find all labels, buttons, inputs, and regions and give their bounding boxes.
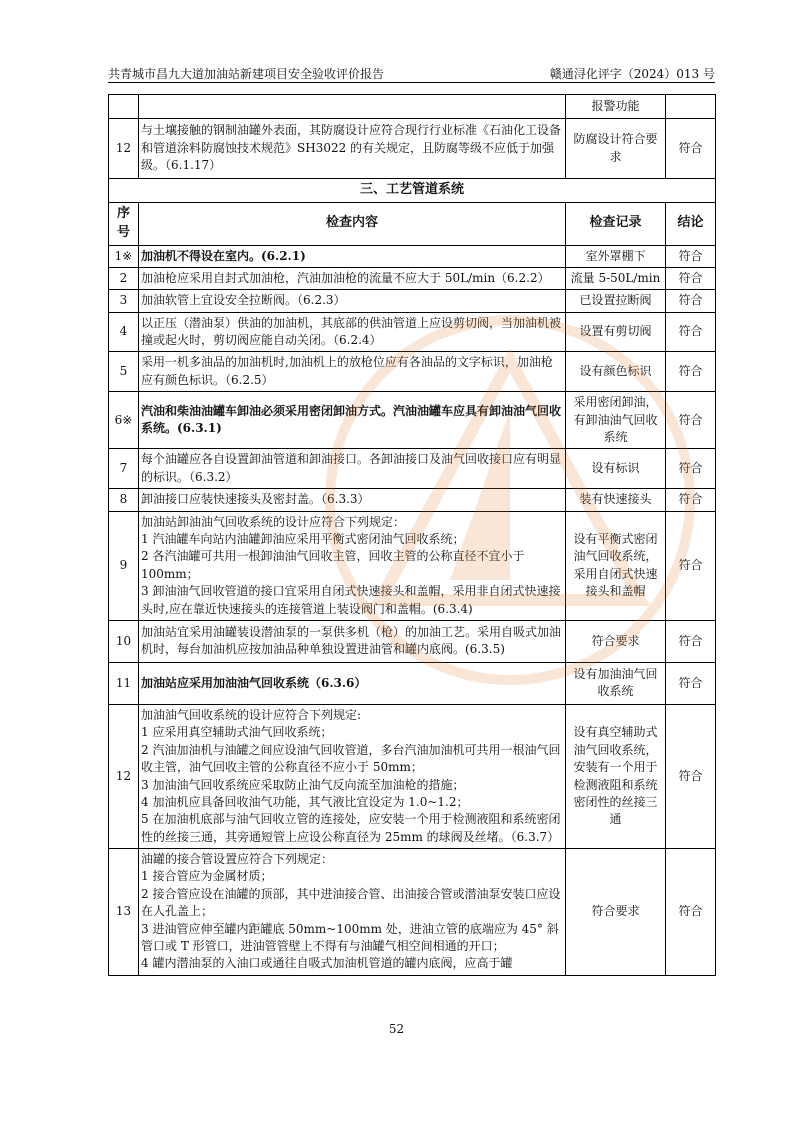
content-line: 3 加油油气回收系统应采取防止油气反向流至加油枪的措施；	[141, 777, 465, 792]
check-content	[139, 704, 566, 848]
row-number: 2	[109, 267, 139, 289]
record-cell: 室外罩棚下	[566, 245, 666, 267]
table-row	[109, 352, 716, 392]
result-cell: 符合	[666, 352, 716, 392]
content-line: 4 加油机应具备回收油气功能，其气液比宜设定为 1.0~1.2；	[141, 794, 469, 809]
check-content	[139, 511, 566, 620]
report-number: 赣通浔化评字（2024）013 号	[549, 67, 715, 81]
record-cell: 设置有剪切阀	[566, 312, 666, 352]
row-number: 12	[109, 704, 139, 848]
content-line: 油罐的接合管设置应符合下列规定：	[141, 852, 334, 867]
record-cell: 设有平衡式密闭油气回收系统，采用自闭式快速接头和盖帽	[566, 511, 666, 620]
result-cell: 符合	[666, 704, 716, 848]
result-cell: 符合	[666, 312, 716, 352]
result-cell: 符合	[666, 511, 716, 620]
section-title: 三、工艺管道系统	[109, 179, 716, 203]
check-content: 以正压（潜油泵）供油的加油机，其底部的供油管道上应设剪切阀，当加油机被撞或起火时，剪切阀应能自动关闭。（6.2.4）	[139, 312, 566, 352]
row-number: 6※	[109, 392, 139, 449]
result-cell: 符合	[666, 662, 716, 704]
row-number: 12	[109, 119, 139, 179]
row-number: 1※	[109, 245, 139, 267]
report-title: 共青城市昌九大道加油站新建项目安全验收评价报告	[108, 67, 385, 81]
check-content: 汽油和柴油油罐车卸油必须采用密闭卸油方式。汽油油罐车应具有卸油油气回收系统。(6.3.1)	[139, 392, 566, 449]
column-header-row	[109, 202, 716, 245]
col-record-header: 检查记录	[566, 202, 666, 245]
table-row	[109, 489, 716, 511]
page-header	[108, 60, 715, 83]
section-heading-row	[109, 179, 716, 203]
row-number: 3	[109, 290, 139, 312]
inspection-table	[108, 94, 716, 976]
record-cell: 设有颜色标识	[566, 352, 666, 392]
content-line: 2 接合管应设在油罐的顶部，其中进油接合管、出油接合管或潜油泵安装口应设在人孔盖上；	[141, 886, 561, 919]
row-number: 10	[109, 620, 139, 662]
table-row	[109, 95, 716, 119]
content-line: 3 卸油油气回收管道的接口宜采用自闭式快速接头和盖帽，采用非自闭式快速接头时,应在靠近快速接头的连接管道上装设阀门和盖帽。(6.3.4)	[141, 584, 561, 616]
row-number: 13	[109, 849, 139, 976]
check-content: 加油机不得设在室内。(6.2.1)	[139, 245, 566, 267]
table-row	[109, 620, 716, 662]
record-cell: 符合要求	[566, 849, 666, 976]
check-content: 与土壤接触的钢制油罐外表面，其防腐设计应符合现行行业标准《石油化工设备和管道涂料防腐蚀技术规范》SH3022 的有关规定，且防腐等级不应低于加强级。（6.1.17）	[139, 119, 566, 179]
table-row	[109, 267, 716, 289]
table-row	[109, 449, 716, 489]
record-cell: 设有加油油气回收系统	[566, 662, 666, 704]
result-cell: 符合	[666, 119, 716, 179]
result-cell: 符合	[666, 489, 716, 511]
content-line: 加油油气回收系统的设计应符合下列规定:	[141, 707, 362, 722]
check-content: 加油站应采用加油油气回收系统（6.3.6）	[139, 662, 566, 704]
simple-rows	[109, 245, 716, 511]
check-content: 采用一机多油品的加油机时,加油机上的放枪位应有各油品的文字标识，加油枪应有颜色标识。（6.2.5）	[139, 352, 566, 392]
check-content	[139, 849, 566, 976]
result-cell: 符合	[666, 849, 716, 976]
check-content: 加油枪应采用自封式加油枪，汽油加油枪的流量不应大于 50L/min（6.2.2）	[139, 267, 566, 289]
col-no-header: 序号	[109, 202, 139, 245]
table-row	[109, 704, 716, 848]
table-row	[109, 392, 716, 449]
check-content: 加油站宜采用油罐装设潜油泵的一泵供多机（枪）的加油工艺。采用自吸式加油机时，每台加油机应按加油品种单独设置进油管和罐内底阀。(6.3.5)	[139, 620, 566, 662]
table-row	[109, 662, 716, 704]
table-row	[109, 511, 716, 620]
check-content: 加油软管上宜设安全拉断阀。（6.2.3）	[139, 290, 566, 312]
col-content-header: 检查内容	[139, 202, 566, 245]
row-number: 7	[109, 449, 139, 489]
page-number: 52	[388, 1022, 405, 1036]
content-line: 1 汽油罐车向站内油罐卸油应采用平衡式密闭油气回收系统；	[141, 532, 465, 546]
check-content: 每个油罐应各自设置卸油管道和卸油接口。各卸油接口及油气回收接口应有明显的标识。（6.3.2）	[139, 449, 566, 489]
row-number: 11	[109, 662, 139, 704]
content-line: 2 汽油加油机与油罐之间应设油气回收管道，多台汽油加油机可共用一根油气回收主管，油气回收主管的公称直径不应小于 50mm；	[141, 742, 561, 775]
row-number: 5	[109, 352, 139, 392]
record-cell: 采用密闭卸油，有卸油油气回收系统	[566, 392, 666, 449]
table-row	[109, 119, 716, 179]
row-number: 8	[109, 489, 139, 511]
col-result-header: 结论	[666, 202, 716, 245]
record-cell: 报警功能	[566, 95, 666, 119]
result-cell: 符合	[666, 290, 716, 312]
content-line: 3 进油管应伸至罐内距罐底 50mm~100mm 处，进油立管的底端应为 45° 斜管口或 T 形管口，进油管管壁上不得有与油罐气相空间相通的开口；	[141, 921, 559, 954]
record-cell: 流量 5-50L/min	[566, 267, 666, 289]
record-cell: 符合要求	[566, 620, 666, 662]
result-cell: 符合	[666, 392, 716, 449]
content-line: 4 罐内潜油泵的入油口或通往自吸式加油机管道的罐内底阀，应高于罐	[141, 956, 513, 971]
table-row	[109, 290, 716, 312]
content-line: 加油站卸油油气回收系统的设计应符合下列规定：	[141, 514, 406, 529]
result-cell: 符合	[666, 245, 716, 267]
record-cell: 装有快速接头	[566, 489, 666, 511]
row-number: 9	[109, 511, 139, 620]
content-line: 1 接合管应为金属材质；	[141, 869, 273, 884]
record-cell: 设有真空辅助式油气回收系统，安装有一个用于检测液阻和系统密闭性的丝接三通	[566, 704, 666, 848]
record-cell: 防腐设计符合要求	[566, 119, 666, 179]
table-row	[109, 849, 716, 976]
content-line: 2 各汽油罐可共用一根卸油油气回收主管，回收主管的公称直径不宜小于 100mm；	[141, 549, 525, 581]
content-line: 1 应采用真空辅助式油气回收系统；	[141, 725, 333, 740]
result-cell: 符合	[666, 620, 716, 662]
content-line: 5 在加油机底部与油气回收立管的连接处，应安装一个用于检测液阻和系统密闭性的丝接三通，其旁通短管上应设公称直径为 25mm 的球阀及丝堵。（6.3.7）	[141, 812, 561, 844]
table-row	[109, 245, 716, 267]
row-number: 4	[109, 312, 139, 352]
table-row	[109, 312, 716, 352]
check-content: 卸油接口应装快速接头及密封盖。（6.3.3）	[139, 489, 566, 511]
record-cell: 已设置拉断阀	[566, 290, 666, 312]
record-cell: 设有标识	[566, 449, 666, 489]
result-cell: 符合	[666, 449, 716, 489]
result-cell: 符合	[666, 267, 716, 289]
